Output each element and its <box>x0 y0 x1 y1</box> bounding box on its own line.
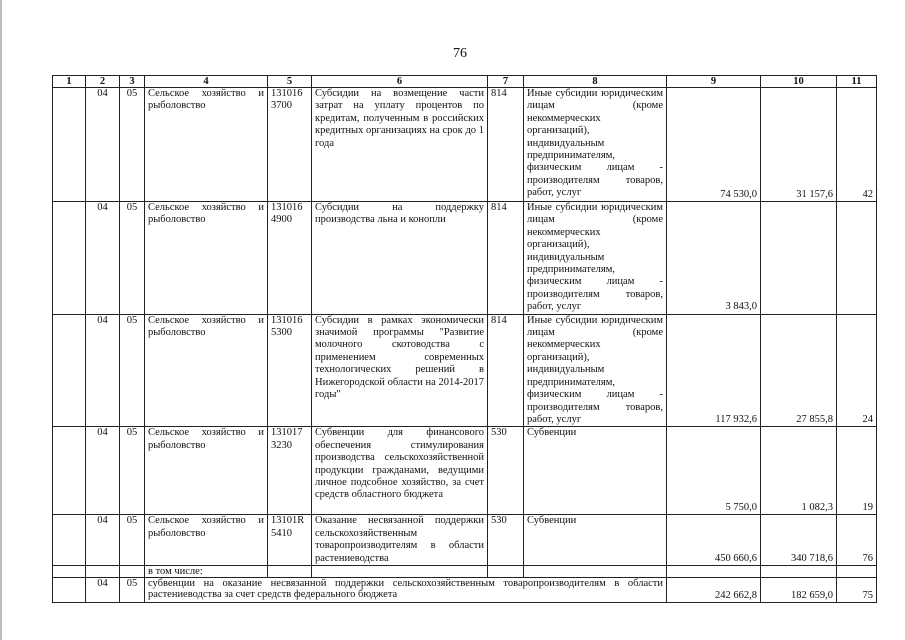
cell-percent: 42 <box>837 88 877 202</box>
cell-section: 04 <box>86 427 120 515</box>
cell-subsection: 05 <box>120 427 145 515</box>
cell-section: 04 <box>86 314 120 427</box>
subheader-row <box>53 565 877 577</box>
cell-plan: 242 662,8 <box>667 577 761 602</box>
budget-table <box>52 75 877 603</box>
cell-actual: 182 659,0 <box>761 577 837 602</box>
cell-description: Субвенции для финансового обеспечения стимулирования производства сельскохозяйственной продукции гражданами, ведущими личное подсобное хозяйство, за счет средств областного бюджета <box>312 427 488 515</box>
cell-subsection: 05 <box>120 577 145 602</box>
cell-expense-type: Иные субсидии юридическим лицам (кроме некоммерческих организаций), индивидуальным предпринимателям, физическим лицам - производителям товаров, работ, услуг <box>524 88 667 202</box>
cell-target-code: 131016 5300 <box>268 314 312 427</box>
col-header-6: 6 <box>312 76 488 88</box>
cell-subsection <box>120 565 145 577</box>
cell-plan: 450 660,6 <box>667 515 761 566</box>
cell-expense-code <box>488 565 524 577</box>
cell-section-name: Сельское хозяйство и рыболовство <box>145 427 268 515</box>
cell-actual: 340 718,6 <box>761 515 837 566</box>
table-row <box>53 314 877 427</box>
cell-expense-type <box>524 565 667 577</box>
cell-section: 04 <box>86 88 120 202</box>
cell-plan: 117 932,6 <box>667 314 761 427</box>
cell-col1 <box>53 427 86 515</box>
col-header-4: 4 <box>145 76 268 88</box>
cell-col1 <box>53 202 86 315</box>
cell-section <box>86 565 120 577</box>
cell-expense-code: 814 <box>488 314 524 427</box>
cell-section-name: Сельское хозяйство и рыболовство <box>145 314 268 427</box>
cell-col1 <box>53 577 86 602</box>
col-header-2: 2 <box>86 76 120 88</box>
cell-expense-type: Субвенции <box>524 427 667 515</box>
cell-percent: 19 <box>837 427 877 515</box>
header-row <box>53 76 877 88</box>
cell-col1 <box>53 88 86 202</box>
table-row <box>53 202 877 315</box>
cell-description: Субсидии в рамках экономически значимой программы "Развитие молочного скотоводства с применением современных технологических решений в Нижегородской области на 2014-2017 годы" <box>312 314 488 427</box>
cell-section: 04 <box>86 202 120 315</box>
cell-actual: 27 855,8 <box>761 314 837 427</box>
cell-actual <box>761 565 837 577</box>
cell-description: Оказание несвязанной поддержки сельскохозяйственным товаропроизводителям в области растениеводства <box>312 515 488 566</box>
cell-description: Субсидии на возмещение части затрат на уплату процентов по кредитам, полученным в российских кредитных организациях на срок до 1 года <box>312 88 488 202</box>
cell-section-name: Сельское хозяйство и рыболовство <box>145 515 268 566</box>
summary-description: субвенции на оказание несвязанной поддержки сельскохозяйственным товаропроизводителям в области растениеводства за счет средств федерального бюджета <box>145 577 667 602</box>
cell-expense-code: 530 <box>488 427 524 515</box>
cell-percent <box>837 202 877 315</box>
cell-col1 <box>53 515 86 566</box>
cell-expense-type: Иные субсидии юридическим лицам (кроме некоммерческих организаций), индивидуальным предпринимателям, физическим лицам - производителям товаров, работ, услуг <box>524 202 667 315</box>
cell-section: 04 <box>86 577 120 602</box>
col-header-5: 5 <box>268 76 312 88</box>
cell-col1 <box>53 565 86 577</box>
cell-expense-code: 814 <box>488 202 524 315</box>
page-edge <box>0 0 2 640</box>
cell-description: Субсидии на поддержку производства льна и конопли <box>312 202 488 315</box>
cell-plan: 3 843,0 <box>667 202 761 315</box>
cell-plan: 5 750,0 <box>667 427 761 515</box>
cell-target-code: 131017 3230 <box>268 427 312 515</box>
cell-actual: 1 082,3 <box>761 427 837 515</box>
cell-section: 04 <box>86 515 120 566</box>
cell-expense-code: 814 <box>488 88 524 202</box>
cell-subsection: 05 <box>120 314 145 427</box>
cell-col1 <box>53 314 86 427</box>
col-header-1: 1 <box>53 76 86 88</box>
cell-subsection: 05 <box>120 202 145 315</box>
cell-target-code: 131016 4900 <box>268 202 312 315</box>
cell-percent: 75 <box>837 577 877 602</box>
cell-section-name: Сельское хозяйство и рыболовство <box>145 88 268 202</box>
cell-percent: 76 <box>837 515 877 566</box>
col-header-11: 11 <box>837 76 877 88</box>
cell-percent: 24 <box>837 314 877 427</box>
cell-target-code: 13101R 5410 <box>268 515 312 566</box>
col-header-7: 7 <box>488 76 524 88</box>
cell-target-code <box>268 565 312 577</box>
page-number: 76 <box>453 46 467 61</box>
cell-percent <box>837 565 877 577</box>
cell-plan <box>667 565 761 577</box>
subheader-label: в том числе: <box>145 565 268 577</box>
cell-plan: 74 530,0 <box>667 88 761 202</box>
table-row <box>53 515 877 566</box>
col-header-8: 8 <box>524 76 667 88</box>
table-row <box>53 88 877 202</box>
cell-expense-code: 530 <box>488 515 524 566</box>
cell-description <box>312 565 488 577</box>
col-header-10: 10 <box>761 76 837 88</box>
cell-expense-type: Субвенции <box>524 515 667 566</box>
cell-subsection: 05 <box>120 515 145 566</box>
table-row <box>53 427 877 515</box>
cell-actual <box>761 202 837 315</box>
cell-actual: 31 157,6 <box>761 88 837 202</box>
cell-expense-type: Иные субсидии юридическим лицам (кроме некоммерческих организаций), индивидуальным предпринимателям, физическим лицам - производителям товаров, работ, услуг <box>524 314 667 427</box>
cell-target-code: 131016 3700 <box>268 88 312 202</box>
cell-subsection: 05 <box>120 88 145 202</box>
cell-section-name: Сельское хозяйство и рыболовство <box>145 202 268 315</box>
col-header-9: 9 <box>667 76 761 88</box>
summary-row <box>53 577 877 602</box>
col-header-3: 3 <box>120 76 145 88</box>
